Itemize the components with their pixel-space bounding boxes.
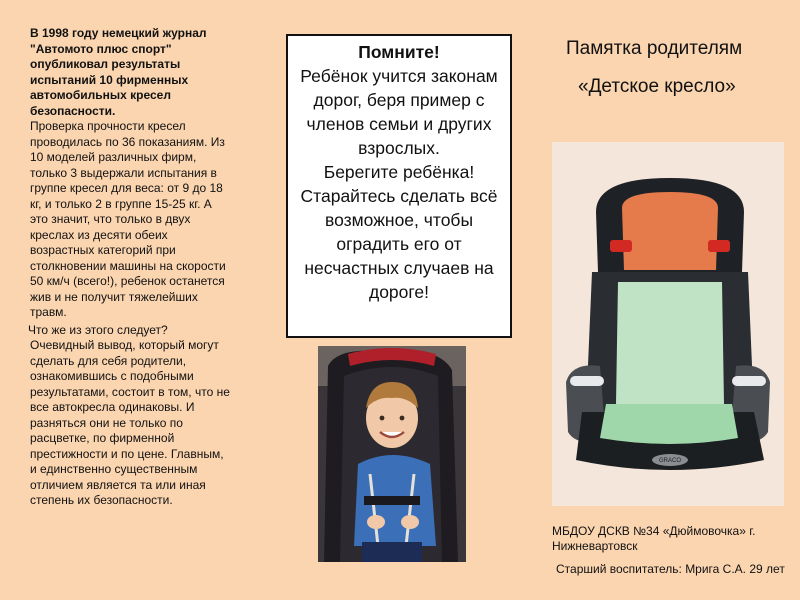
reminder-box [286, 34, 512, 338]
reminder-text-1: Ребёнок учится законам дорог, беря пример с членов семьи и других взрослых. [300, 66, 498, 158]
brochure-title-line-2: «Детское кресло» [578, 76, 736, 97]
article-paragraph-2: Что же из этого следует? Очевидный вывод, который могут сделать для себя родители, ознакомившись с подобными результатами, состоит в том, что не все автокресла одинаковы. И разняться они не только по расцветке, по фирменной престижности и по цене. Главным, и единственно существенным отличием является та или иная степень их безопасности. [28, 322, 230, 507]
brand-logo: GRACO [658, 458, 682, 464]
author-info: Старший воспитатель: Мрига С.А. 29 лет [556, 562, 785, 576]
reminder-text-2: Берегите ребёнка! Старайтесь сделать всё возможное, чтобы оградить его от несчастных случаев на дороге! [300, 162, 498, 302]
brochure-title [566, 36, 786, 100]
article-intro: В 1998 году немецкий журнал "Автомото плюс спорт" опубликовал результаты испытаний 10 фирменных автомобильных кресел безопасности. [30, 26, 207, 118]
footer-info [552, 524, 792, 577]
car-seat-photo [552, 142, 784, 506]
child-photo-illustration [318, 346, 466, 562]
brochure-title-line-1: Памятка родителям [566, 38, 743, 59]
article-column [30, 26, 230, 509]
article-paragraph-1: Проверка прочности кресел проводилась по 36 показаниям. Из 10 моделей различных фирм, только 3 выдержали испытания в группе кресел для веса: от 9 до 18 кг, и только 2 в группе 15-25 кг. А это значит, что только в двух креслах из десяти обеих возрастных категорий при столкновении машины на скорости 50 км/ч (всего!), ребенок останется жив и не получит тяжелейших травм. [30, 119, 226, 319]
car-seat-illustration [552, 142, 784, 506]
reminder-title: Помните! [358, 42, 440, 62]
child-in-seat-photo [318, 346, 466, 562]
organization-name: МБДОУ ДСКВ №34 «Дюймовочка» г. Нижневартовск [552, 524, 756, 553]
